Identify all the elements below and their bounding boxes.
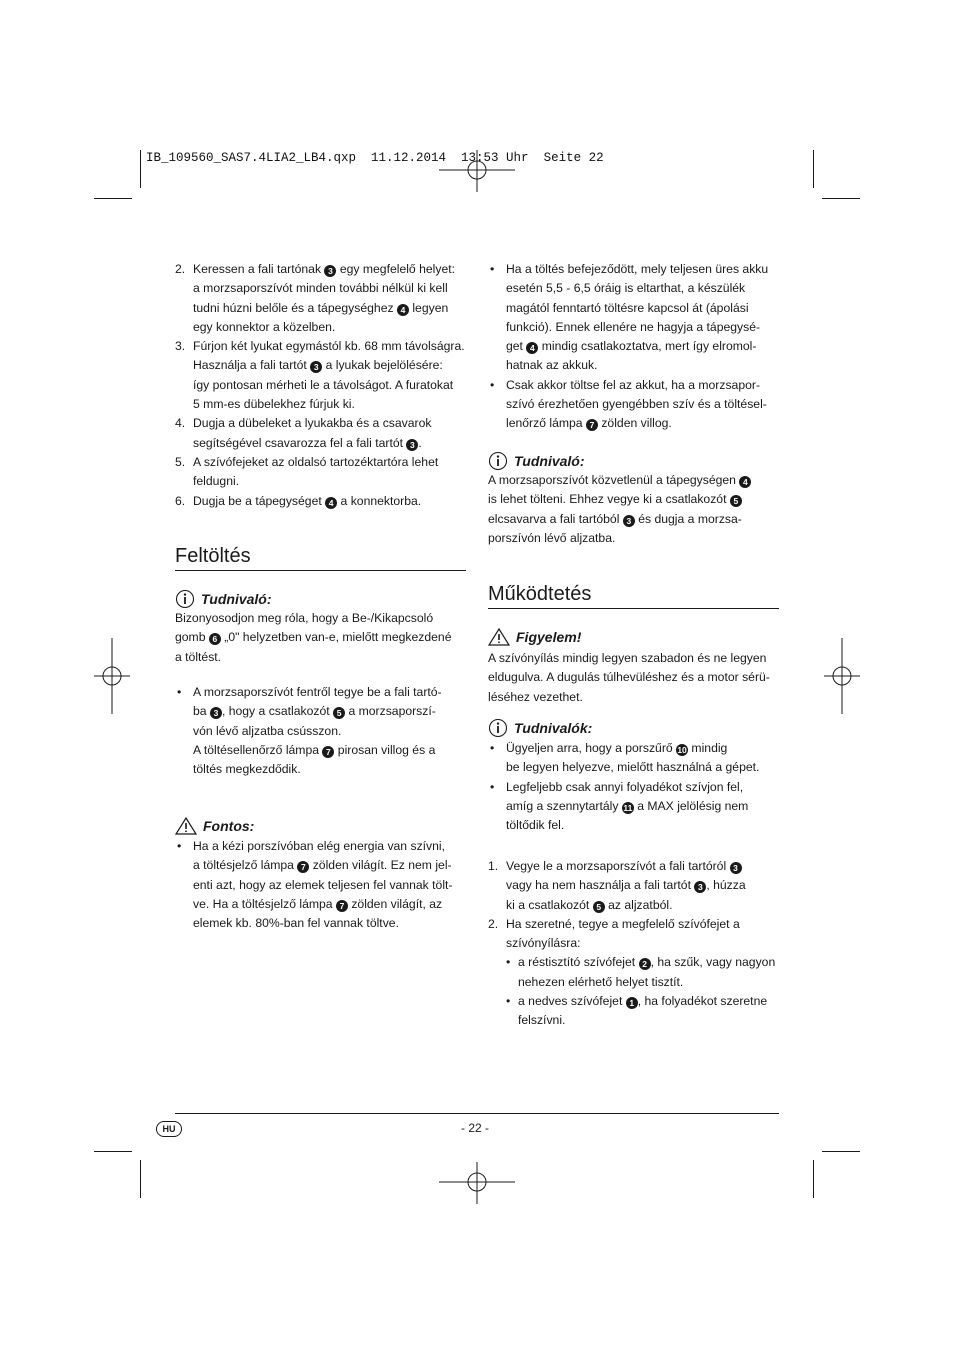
text-run: a morzsaporszívót minden további nélkül ki kell — [193, 281, 448, 296]
operation-steps — [488, 857, 780, 1031]
registration-mark-bottom — [437, 1160, 517, 1206]
text-run: legyen — [408, 300, 449, 315]
text-run: léséhez vezethet. — [488, 689, 583, 704]
text-line — [506, 299, 780, 318]
text-run: amíg a szennytartály — [506, 798, 622, 813]
text-line — [488, 510, 780, 529]
bullet-item — [488, 260, 780, 376]
text-run: , ha szűk, vagy nagyon — [650, 955, 776, 970]
info-icon — [175, 589, 195, 609]
text-run: ba — [193, 704, 210, 719]
charging-bullets-continued — [488, 260, 780, 434]
language-badge: HU — [156, 1121, 182, 1137]
item-text — [518, 992, 780, 1031]
text-run: gomb — [175, 630, 209, 645]
text-line — [175, 648, 467, 667]
reference-number-icon: 7 — [322, 746, 334, 758]
text-run: enti azt, hogy az elemek teljesen fel vannak tölt- — [193, 877, 453, 892]
step-number: 5. — [175, 454, 186, 469]
text-line — [193, 279, 467, 298]
text-run: zölden világít. Ez nem jel- — [309, 858, 452, 873]
bullet-marker: • — [490, 779, 495, 794]
text-line — [193, 472, 467, 491]
section-title-charging: Feltöltés — [175, 545, 251, 567]
text-line — [193, 760, 467, 779]
section-rule — [488, 608, 779, 609]
crop-mark — [140, 1160, 141, 1198]
bullet-item — [488, 376, 780, 434]
reference-number-icon: 6 — [209, 633, 221, 645]
note-title: Tudnivalók: — [514, 720, 593, 736]
text-line — [506, 915, 780, 934]
text-line — [193, 453, 467, 472]
text-line — [193, 356, 467, 375]
text-line — [175, 609, 467, 628]
text-run: Ha szeretné, tegye a megfelelő szívófejet a — [506, 916, 740, 931]
bullet-item — [175, 683, 467, 779]
reference-number-icon: 3 — [324, 265, 336, 277]
warning-icon — [175, 817, 197, 835]
bullet-item — [488, 739, 780, 778]
note-heading-3 — [488, 718, 592, 738]
note-title: Tudnivaló: — [201, 591, 272, 607]
text-run: a töltést. — [175, 649, 222, 664]
text-line — [488, 668, 780, 687]
text-line — [506, 260, 780, 279]
text-line — [193, 895, 467, 914]
step-number: 6. — [175, 493, 186, 508]
text-run: zölden villog. — [597, 416, 672, 431]
text-line — [506, 816, 780, 835]
text-run: szívó érezhetően gyengébben szív és a töltésel- — [506, 397, 767, 412]
registration-mark-left — [92, 636, 132, 716]
text-run: töltés megkezdődik. — [193, 762, 301, 777]
text-line — [506, 356, 780, 375]
reference-number-icon: 4 — [526, 342, 538, 354]
text-line — [506, 414, 780, 433]
text-line — [488, 688, 780, 707]
info-icon — [488, 718, 508, 738]
section-rule — [175, 570, 466, 571]
text-run: mindig — [688, 741, 728, 755]
text-run: Vegye le a morzsaporszívót a fali tartóról — [506, 859, 730, 873]
step-number: 3. — [175, 339, 186, 354]
item-text — [518, 953, 780, 992]
reference-number-icon: 2 — [639, 958, 651, 970]
text-line — [193, 414, 467, 433]
reference-number-icon: 7 — [336, 900, 348, 912]
text-run: get — [506, 339, 527, 354]
step-number: 2. — [488, 916, 499, 931]
text-run: zölden világít, az — [347, 896, 443, 911]
reference-number-icon: 7 — [297, 861, 309, 873]
text-run: A szívónyílás mindig legyen szabadon és ne legyen — [488, 651, 767, 665]
item-text — [193, 414, 467, 453]
text-line — [488, 529, 780, 548]
step-item — [488, 915, 780, 954]
text-run: egy megfelelő helyet: — [336, 262, 455, 276]
reference-number-icon: 3 — [406, 439, 418, 451]
text-run: a morzsaporszí- — [345, 704, 436, 719]
reference-number-icon: 4 — [739, 476, 751, 488]
text-run: szívónyílásra: — [506, 936, 581, 951]
text-run: vón lévő aljzatba csússzon. — [193, 723, 342, 738]
text-line — [193, 492, 467, 511]
text-line — [193, 914, 467, 933]
text-line — [506, 318, 780, 337]
step-item — [488, 857, 780, 915]
text-run: az aljzatból. — [604, 897, 673, 912]
text-line — [175, 628, 467, 647]
text-run: A töltésellenőrző lámpa — [193, 742, 323, 757]
text-run: eldugulva. A dugulás túlhevüléshez és a motor sérü- — [488, 670, 770, 685]
bullet-marker: • — [506, 994, 511, 1009]
text-line — [518, 1011, 780, 1030]
text-run: a konnektorba. — [337, 493, 422, 508]
text-run: vagy ha nem használja a fali tartót — [506, 878, 695, 893]
text-run: tudni húzni belőle és a tápegységhez — [193, 300, 397, 315]
reference-number-icon: 5 — [730, 495, 742, 507]
text-run: mindig csatlakoztatva, mert így elromol- — [538, 339, 757, 354]
bullet-marker: • — [490, 741, 495, 755]
item-text — [506, 739, 780, 778]
text-line — [193, 876, 467, 895]
text-line — [193, 434, 467, 453]
text-line — [193, 702, 467, 721]
crop-mark — [94, 198, 132, 199]
note-heading — [175, 589, 272, 609]
text-run: a MAX jelölésig nem — [633, 798, 749, 813]
text-run: Dugja be a tápegységet — [193, 493, 326, 508]
caution-title: Figyelem! — [516, 629, 582, 645]
text-run: Fúrjon két lyukat egymástól kb. 68 mm távolságra. — [193, 339, 465, 354]
text-run: Keressen a fali tartónak — [193, 262, 325, 276]
text-run: „0" helyzetben van-e, mielőtt megkezdené — [220, 630, 452, 645]
item-text — [193, 260, 467, 337]
item-text — [506, 915, 780, 954]
text-run: A szívófejeket az oldalsó tartozéktartóra lehet — [193, 454, 439, 469]
sub-bullet-item — [488, 953, 780, 992]
reference-number-icon: 3 — [730, 862, 742, 874]
reference-number-icon: 5 — [593, 901, 605, 913]
step-item — [175, 453, 467, 492]
text-line — [193, 741, 467, 760]
registration-mark-right — [822, 636, 862, 716]
reference-number-icon: 11 — [623, 802, 633, 813]
crop-mark — [822, 1151, 860, 1152]
reference-number-icon: 10 — [677, 745, 687, 755]
text-run: . — [418, 435, 422, 450]
text-run: Bizonyosodjon meg róla, hogy a Be-/Kikapcsoló — [175, 611, 434, 625]
bullet-marker: • — [177, 839, 182, 853]
step-item — [175, 337, 467, 414]
text-run: porszívón lévő aljzatba. — [488, 530, 616, 545]
text-run: is lehet tölteni. Ehhez vegye ki a csatlakozót — [488, 492, 730, 507]
caution-body — [488, 649, 780, 707]
step-item — [175, 260, 467, 337]
text-line — [193, 299, 467, 318]
caution-heading — [488, 628, 581, 646]
info-icon — [488, 451, 508, 471]
note-body — [175, 609, 467, 667]
text-line — [193, 260, 467, 279]
text-line — [506, 797, 780, 816]
text-run: magától fenntartó töltésre kapcsol át (ápolási — [506, 300, 749, 315]
text-run: , ha folyadékot szeretne — [637, 994, 768, 1009]
text-line — [518, 953, 780, 972]
text-run: Ha a töltés befejeződött, mely teljesen üres akku — [506, 262, 769, 276]
warning-icon — [488, 628, 510, 646]
text-run: A morzsaporszívót fentről tegye be a fali tartó- — [193, 685, 442, 699]
text-line — [488, 490, 780, 509]
text-line — [193, 376, 467, 395]
text-run: Dugja a dübeleket a lyukakba és a csavarok — [193, 416, 432, 431]
text-line — [193, 683, 467, 702]
page-number: - 22 - — [461, 1121, 490, 1135]
text-line — [506, 778, 780, 797]
reference-number-icon: 1 — [626, 997, 638, 1009]
text-run: Ha a kézi porszívóban elég energia van szívni, — [193, 839, 446, 853]
text-line — [506, 279, 780, 298]
note-heading-2 — [488, 451, 585, 471]
text-run: A morzsaporszívót közvetlenül a tápegységen — [488, 473, 740, 487]
text-line — [506, 376, 780, 395]
text-run: 5 mm-es dübelekhez fúrjuk ki. — [193, 397, 355, 412]
text-run: töltődik fel. — [506, 818, 565, 833]
reference-number-icon: 3 — [694, 881, 706, 893]
crop-mark — [813, 1160, 814, 1198]
item-text — [193, 337, 467, 414]
reference-number-icon: 3 — [210, 707, 222, 719]
step-number: 4. — [175, 416, 186, 431]
text-run: felszívni. — [518, 1013, 566, 1028]
text-run: Legfeljebb csak annyi folyadékot szívjon fel, — [506, 779, 744, 794]
text-run: Ügyeljen arra, hogy a porszűrő — [506, 741, 677, 755]
reference-number-icon: 3 — [310, 361, 322, 373]
note-title: Tudnivaló: — [514, 453, 585, 469]
text-line — [193, 722, 467, 741]
text-line — [193, 337, 467, 356]
sub-bullet-item — [488, 992, 780, 1031]
step-item — [175, 492, 467, 511]
reference-number-icon: 7 — [586, 419, 598, 431]
text-line — [488, 649, 780, 668]
note-body-3 — [488, 739, 780, 835]
text-run: elemek kb. 80%-ban fel vannak töltve. — [193, 916, 399, 931]
item-text — [193, 837, 467, 933]
text-run: feldugni. — [193, 474, 240, 489]
text-line — [506, 896, 780, 915]
text-run: be legyen helyezve, mielőtt használná a gépet. — [506, 760, 760, 775]
item-text — [193, 683, 467, 779]
reference-number-icon: 3 — [623, 515, 635, 527]
text-line — [506, 337, 780, 356]
reference-number-icon: 4 — [397, 304, 409, 316]
bullet-marker: • — [490, 262, 495, 276]
footer-rule — [175, 1113, 779, 1114]
text-run: így pontosan mérheti le a távolságot. A furatokat — [193, 377, 454, 392]
text-line — [488, 471, 780, 490]
text-run: a töltésjelző lámpa — [193, 858, 298, 873]
note-body-2 — [488, 471, 780, 548]
bullet-marker: • — [177, 685, 182, 699]
bullet-marker: • — [490, 377, 495, 392]
text-run: pirosan villog és a — [334, 742, 436, 757]
text-run: egy konnektor a közelben. — [193, 319, 336, 334]
text-run: hatnak az akkuk. — [506, 358, 598, 373]
text-line — [506, 758, 780, 777]
step-number: 2. — [175, 262, 186, 276]
reference-number-icon: 4 — [325, 497, 337, 509]
text-run: elcsavarva a fali tartóból — [488, 511, 623, 526]
file-header: IB_109560_SAS7.4LIA2_LB4.qxp 11.12.2014 13:53 Uhr Seite 22 — [146, 151, 604, 165]
bullet-item — [175, 837, 467, 933]
text-run: Csak akkor töltse fel az akkut, ha a morzsapor- — [506, 377, 761, 392]
item-text — [506, 857, 780, 915]
bullet-marker: • — [506, 955, 511, 970]
text-run: , hogy a csatlakozót — [221, 704, 334, 719]
text-line — [193, 837, 467, 856]
crop-mark — [94, 1151, 132, 1152]
installation-steps — [175, 260, 467, 511]
item-text — [506, 260, 780, 376]
text-line — [506, 739, 780, 758]
warning-body — [175, 837, 467, 933]
text-run: esetén 5,5 - 6,5 óráig is eltarthat, a készülék — [506, 281, 746, 296]
text-run: , húzza — [706, 878, 746, 893]
crop-mark — [140, 150, 141, 188]
text-run: a lyukak bejelölésére: — [322, 358, 443, 373]
warning-title: Fontos: — [203, 818, 255, 834]
text-line — [193, 318, 467, 337]
item-text — [506, 376, 780, 434]
charging-bullets — [175, 683, 467, 779]
text-line — [518, 973, 780, 992]
crop-mark — [822, 198, 860, 199]
text-run: segítségével csavarozza fel a fali tartót — [193, 435, 407, 450]
text-run: nehezen elérhető helyet tisztít. — [518, 974, 684, 989]
text-line — [506, 395, 780, 414]
warning-heading — [175, 817, 254, 835]
text-line — [193, 856, 467, 875]
text-run: Használja a fali tartót — [193, 358, 311, 373]
item-text — [193, 492, 467, 511]
text-run: a nedves szívófejet — [518, 994, 626, 1009]
step-item — [175, 414, 467, 453]
text-run: ve. Ha a töltésjelző lámpa — [193, 896, 336, 911]
text-run: és dugja a morzsa- — [634, 511, 742, 526]
text-line — [193, 395, 467, 414]
step-number: 1. — [488, 859, 499, 873]
crop-mark — [813, 150, 814, 188]
text-run: lenőrző lámpa — [506, 416, 586, 431]
section-title-operation: Működtetés — [488, 583, 592, 605]
text-line — [506, 876, 780, 895]
text-run: a réstisztító szívófejet — [518, 955, 639, 970]
text-line — [506, 934, 780, 953]
text-run: ki a csatlakozót — [506, 897, 593, 912]
item-text — [193, 453, 467, 492]
text-line — [506, 857, 780, 876]
bullet-item — [488, 778, 780, 836]
text-line — [518, 992, 780, 1011]
text-run: funkció). Ennek ellenére ne hagyja a tápegysé- — [506, 319, 761, 334]
reference-number-icon: 5 — [333, 707, 345, 719]
item-text — [506, 778, 780, 836]
